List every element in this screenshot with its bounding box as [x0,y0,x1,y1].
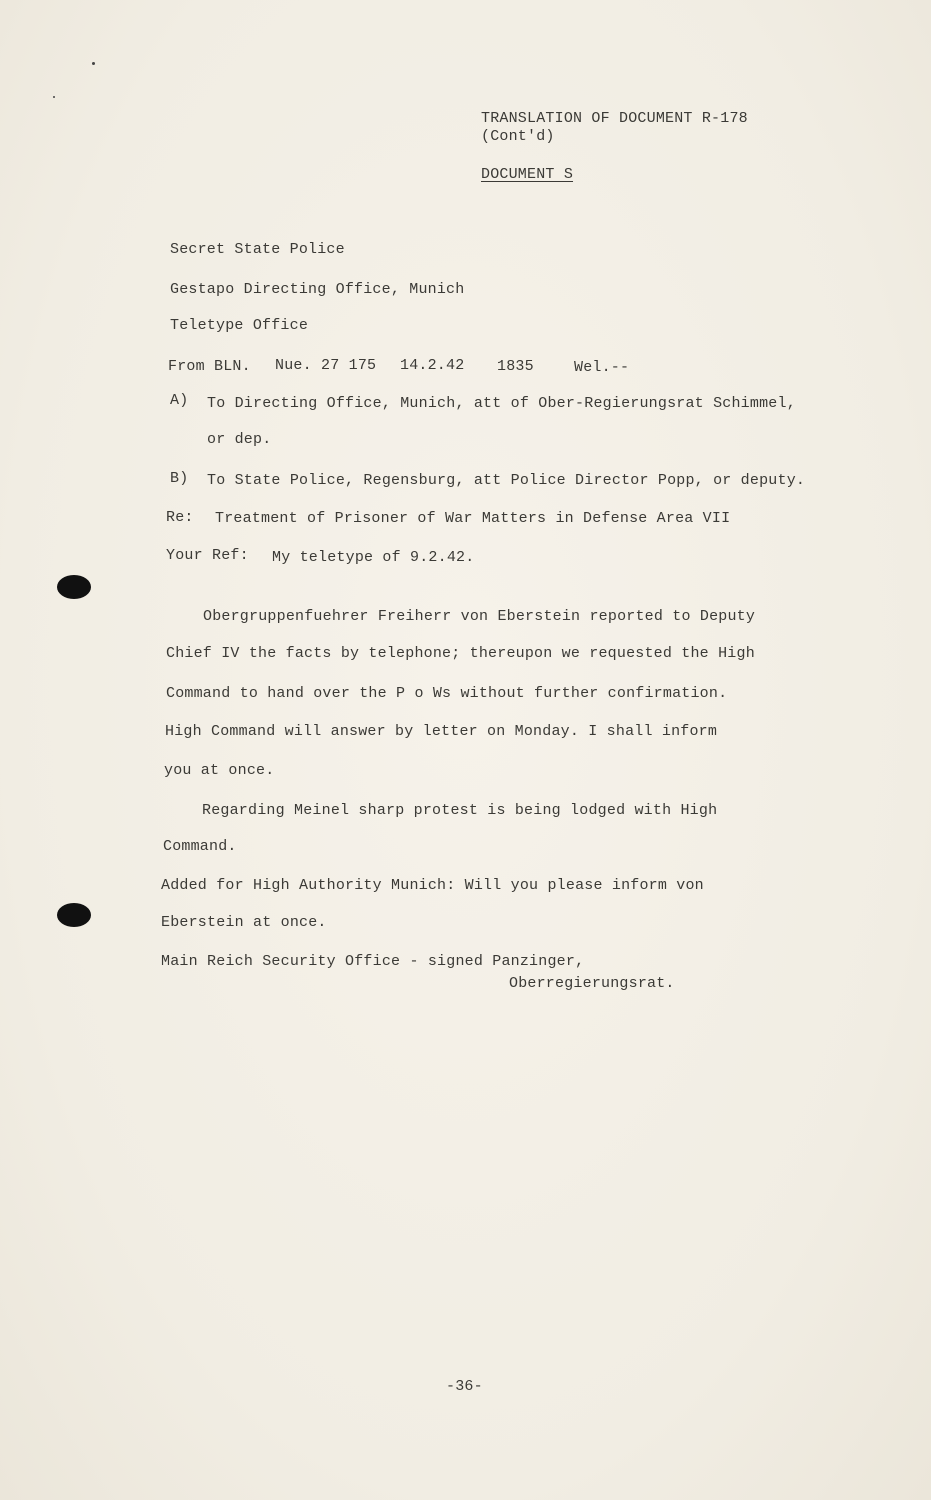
speck-mark [53,96,55,98]
ref-label: Your Ref: [166,547,249,564]
body-line: Obergruppenfuehrer Freiherr von Eberstein reported to Deputy [203,608,756,625]
ref-text: My teletype of 9.2.42. [272,549,475,566]
transmission-date: 14.2.42 [400,357,465,374]
signature-title: Oberregierungsrat. [509,975,675,992]
recipient-text-cont: or dep. [207,431,272,448]
body-line: Command. [163,838,237,855]
body-line: Regarding Meinel sharp protest is being lodged with High [202,802,718,819]
speck-mark [92,62,95,65]
sender-line: Gestapo Directing Office, Munich [170,281,465,298]
re-text: Treatment of Prisoner of War Matters in Defense Area VII [215,510,731,527]
recipient-marker: A) [170,392,189,409]
recipient-marker: B) [170,470,189,487]
body-line: Command to hand over the P o Ws without further confirmation. [166,685,728,702]
body-line: High Command will answer by letter on Monday. I shall inform [165,723,718,740]
re-label: Re: [166,509,194,526]
transmission-time: 1835 [497,358,534,375]
body-line: Added for High Authority Munich: Will you please inform von [161,877,704,894]
sender-code: Wel.-- [574,359,630,376]
page-number: -36- [446,1378,483,1395]
sender-line: Teletype Office [170,317,309,334]
transmission-number: Nue. 27 175 [275,357,377,374]
punch-hole [57,575,91,599]
punch-hole [57,903,91,927]
document-subtitle: (Cont'd) [481,128,555,145]
recipient-text: To Directing Office, Munich, att of Ober-Regierungsrat Schimmel, [207,395,796,412]
from-label: From BLN. [168,358,251,375]
body-line: Eberstein at once. [161,914,327,931]
recipient-text: To State Police, Regensburg, att Police Director Popp, or deputy. [207,472,806,489]
signature-line: Main Reich Security Office - signed Panzinger, [161,953,585,970]
document-label: DOCUMENT S [481,166,574,183]
body-line: Chief IV the facts by telephone; thereupon we requested the High [166,645,755,662]
body-line: you at once. [164,762,275,779]
sender-line: Secret State Police [170,241,345,258]
document-title: TRANSLATION OF DOCUMENT R-178 [481,110,748,127]
